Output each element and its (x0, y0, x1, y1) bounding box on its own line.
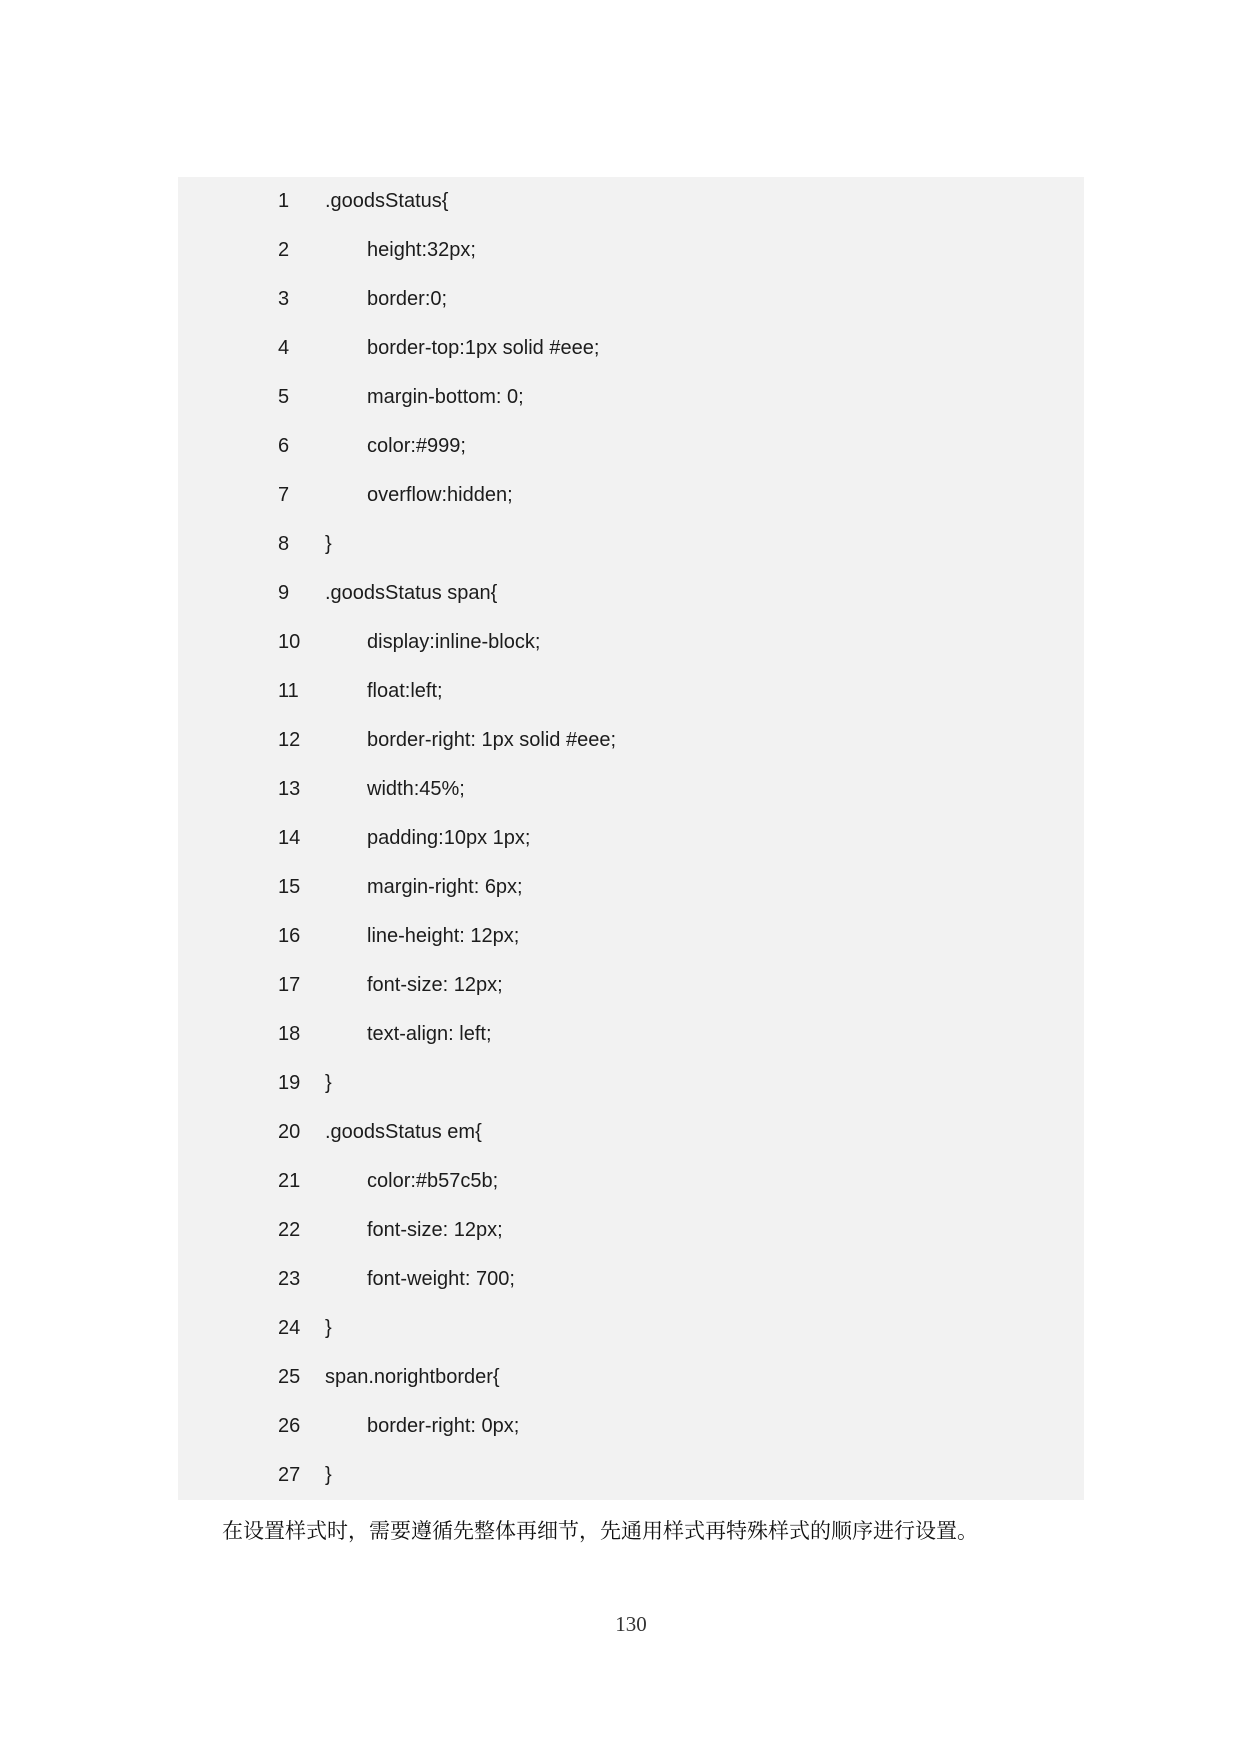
line-number: 19 (278, 1072, 301, 1094)
code-line (178, 569, 1084, 618)
code-line (178, 1451, 1084, 1500)
code-line (178, 1402, 1084, 1451)
code-text: .goodsStatus span{ (325, 582, 498, 604)
line-number: 10 (278, 631, 301, 653)
line-number: 26 (278, 1415, 301, 1437)
line-number: 4 (278, 337, 290, 359)
code-line (178, 275, 1084, 324)
code-line (178, 1157, 1084, 1206)
code-line (178, 765, 1084, 814)
code-text: } (325, 1072, 332, 1094)
line-number: 24 (278, 1317, 301, 1339)
code-line (178, 1255, 1084, 1304)
code-line (178, 520, 1084, 569)
page-number: 130 (615, 1612, 647, 1636)
line-number: 9 (278, 582, 290, 604)
line-number: 25 (278, 1366, 301, 1388)
code-text: float:left; (367, 680, 443, 702)
code-text: .goodsStatus{ (325, 190, 449, 212)
code-text: line-height: 12px; (367, 925, 520, 947)
code-text: } (325, 1464, 332, 1486)
code-text: font-size: 12px; (367, 974, 503, 996)
code-line (178, 912, 1084, 961)
code-text: height:32px; (367, 239, 476, 261)
line-number: 2 (278, 239, 290, 261)
code-text: border-right: 0px; (367, 1415, 520, 1437)
code-text: } (325, 533, 332, 555)
code-text: padding:10px 1px; (367, 827, 531, 849)
line-number: 22 (278, 1219, 301, 1241)
code-text: font-weight: 700; (367, 1268, 515, 1290)
line-number: 16 (278, 925, 301, 947)
line-number: 17 (278, 974, 301, 996)
code-line (178, 422, 1084, 471)
line-number: 18 (278, 1023, 301, 1045)
code-text: border-top:1px solid #eee; (367, 337, 600, 359)
code-line (178, 373, 1084, 422)
line-number: 27 (278, 1464, 301, 1486)
code-text: .goodsStatus em{ (325, 1121, 482, 1143)
line-number: 6 (278, 435, 290, 457)
code-text: width:45%; (367, 778, 465, 800)
line-number: 7 (278, 484, 290, 506)
code-line (178, 1304, 1084, 1353)
line-number: 21 (278, 1170, 301, 1192)
code-text: color:#b57c5b; (367, 1170, 499, 1192)
code-line (178, 863, 1084, 912)
code-text: margin-bottom: 0; (367, 386, 524, 408)
code-text: overflow:hidden; (367, 484, 513, 506)
code-line (178, 667, 1084, 716)
line-number: 5 (278, 386, 290, 408)
body-paragraph: 在设置样式时，需要遵循先整体再细节，先通用样式再特殊样式的顺序进行设置。 (222, 1519, 978, 1543)
line-number: 14 (278, 827, 301, 849)
code-line (178, 961, 1084, 1010)
code-text: margin-right: 6px; (367, 876, 523, 898)
code-line (178, 1108, 1084, 1157)
line-number: 1 (278, 190, 290, 212)
code-line (178, 814, 1084, 863)
code-text: span.norightborder{ (325, 1366, 500, 1388)
line-number: 11 (278, 680, 299, 702)
code-text: color:#999; (367, 435, 466, 457)
code-line (178, 1206, 1084, 1255)
line-number: 13 (278, 778, 301, 800)
code-text: font-size: 12px; (367, 1219, 503, 1241)
code-text: text-align: left; (367, 1023, 492, 1045)
line-number: 8 (278, 533, 290, 555)
code-line (178, 618, 1084, 667)
code-line (178, 1059, 1084, 1108)
code-text: border:0; (367, 288, 448, 310)
line-number: 15 (278, 876, 301, 898)
code-line (178, 1353, 1084, 1402)
code-text: border-right: 1px solid #eee; (367, 729, 617, 751)
css-code-listing (178, 177, 1084, 1500)
line-number: 23 (278, 1268, 301, 1290)
code-text: } (325, 1317, 332, 1339)
code-line (178, 471, 1084, 520)
code-line (178, 716, 1084, 765)
code-text: display:inline-block; (367, 631, 541, 653)
line-number: 3 (278, 288, 290, 310)
code-line (178, 177, 1084, 226)
code-line (178, 226, 1084, 275)
code-line (178, 1010, 1084, 1059)
line-number: 12 (278, 729, 301, 751)
line-number: 20 (278, 1121, 301, 1143)
code-line (178, 324, 1084, 373)
